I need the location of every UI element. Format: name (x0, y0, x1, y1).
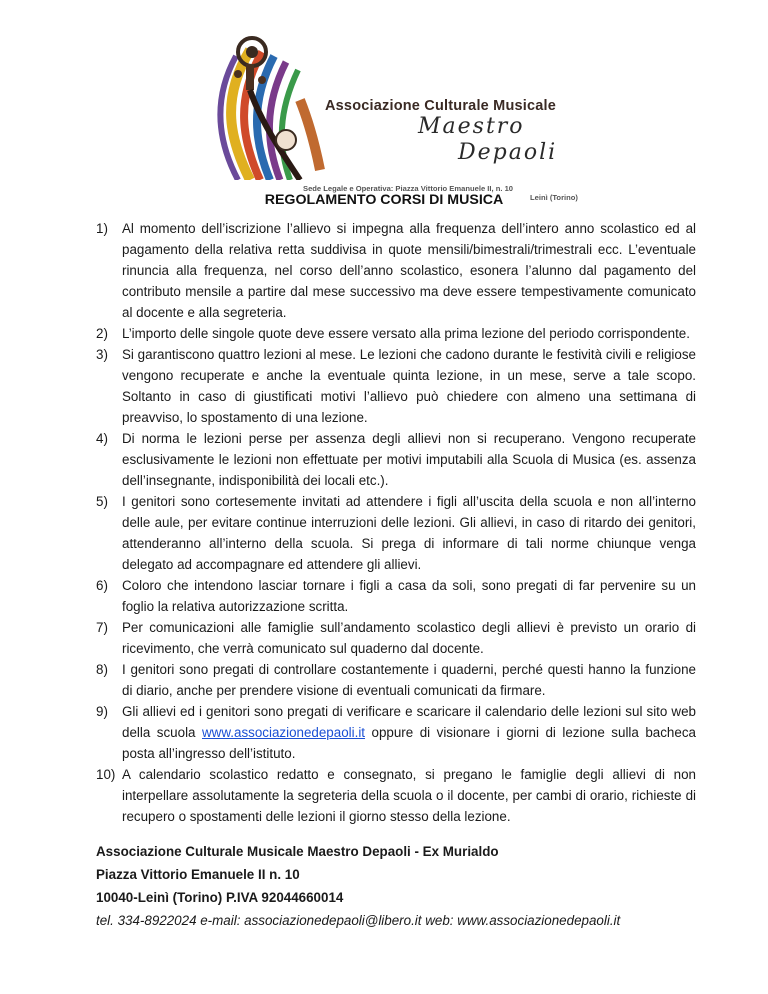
rule-text: I genitori sono pregati di controllare costantemente i quaderni, perché questi hanno la funzione di diario, anche per prendere visione di eventuali comunicati da firmare. (122, 662, 696, 698)
rule-number: 9) (96, 704, 108, 719)
rule-item (96, 659, 696, 701)
rule-text: Al momento dell’iscrizione l’allievo si impegna alla frequenza dell’intero anno scolastico ed al pagamento della relativa retta suddivisa in quote mensili/bimestrali/trimestrali ecc. L’eventuale rinuncia alla frequenza, nel corso dell’anno scolastico, esonera l’alunno dal pagamento del contributo mensile a partire dal mese successivo ma deve essere tempestivamente comunicato al docente e alla segreteria. (122, 221, 696, 320)
rule-text: Coloro che intendono lasciar tornare i figli a casa da soli, sono pregati di far pervenire su un foglio la relativa autorizzazione scritta. (122, 578, 696, 614)
seat-city: Leinì (Torino) (530, 193, 578, 202)
rule-item (96, 344, 696, 428)
footer-city-vat: 10040-Leinì (Torino) P.IVA 92044660014 (96, 890, 344, 905)
rule-item (96, 323, 696, 344)
rule-text: L’importo delle singole quote deve essere versato alla prima lezione del periodo corrispondente. (122, 326, 690, 341)
rule-number: 10) (96, 767, 116, 782)
rule-item (96, 617, 696, 659)
rule-number: 7) (96, 620, 108, 635)
footer-address: Piazza Vittorio Emanuele II n. 10 (96, 867, 300, 882)
footer-contact: tel. 334-8922024 e-mail: associazionedepaoli@libero.it web: www.associazionedepaoli.it (96, 913, 621, 928)
rule-item (96, 218, 696, 323)
org-name: Associazione Culturale Musicale (325, 98, 557, 114)
rule-number: 8) (96, 662, 108, 677)
rule-number: 6) (96, 578, 108, 593)
footer (96, 840, 716, 932)
brand-name-line1: Maestro (418, 114, 525, 139)
rule-item (96, 764, 696, 827)
rule-item (96, 428, 696, 491)
document-title: REGOLAMENTO CORSI DI MUSICA (264, 192, 504, 208)
rule-text: I genitori sono cortesemente invitati ad attendere i figli all’uscita della scuola e non all’interno delle aule, per evitare continue interruzioni delle lezioni. Gli allievi, in caso di ritardo dei genitori, attenderanno all’interno della scuola. Si prega di informare di tali norme chiunque venga delegato ad accompagnare ed attendere gli allievi. (122, 494, 696, 572)
rule-item (96, 575, 696, 617)
rule-text: Si garantiscono quattro lezioni al mese. Le lezioni che cadono durante le festività civili e religiose vengono recuperate e anche la eventuale quinta lezione, in un mese, serve a tale scopo. Soltanto in caso di giustificati motivi l’allievo può chiedere con almeno una settimana di preavviso, lo spostamento di una lezione. (122, 347, 696, 425)
rule-text: Di norma le lezioni perse per assenza degli allievi non si recuperano. Vengono recuperate esclusivamente le lezioni non effettuate per motivi imputabili alla Scuola di Musica (es. assenza dell’insegnante, indisponibilità dei locali etc.). (122, 431, 696, 488)
brand-name-line2: Depaoli (458, 140, 558, 165)
rule-text-before-link: Gli allievi ed i genitori sono pregati di verificare e scaricare il calendario delle lezioni sul sito web della scuola (122, 704, 696, 740)
footer-org: Associazione Culturale Musicale Maestro Depaoli - Ex Murialdo (96, 844, 499, 859)
rules-list (96, 218, 696, 827)
rule-item (96, 491, 696, 575)
rule-number: 3) (96, 347, 108, 362)
rule-number: 1) (96, 221, 108, 236)
musical-instrument-logo-icon (190, 30, 330, 180)
rule-number: 5) (96, 494, 108, 509)
rule-number: 4) (96, 431, 108, 446)
rule-text-after-link: oppure di visionare i giorni di lezione sulla bacheca posta all’ingresso dell’istituto. (122, 725, 696, 761)
rule-item (96, 701, 696, 764)
rule-number: 2) (96, 326, 108, 341)
rule-text: Per comunicazioni alle famiglie sull’andamento scolastico degli allievi è previsto un orario di ricevimento, che verrà comunicato sul quaderno dal docente. (122, 620, 696, 656)
rule-text: A calendario scolastico redatto e consegnato, si pregano le famiglie degli allievi di non interpellare assolutamente la segreteria della scuola o il docente, per cambi di orario, richieste di recupero o spostamenti delle lezioni il giorno stesso della lezione. (122, 767, 696, 824)
seat-address: Sede Legale e Operativa: Piazza Vittorio Emanuele II, n. 10 (303, 184, 514, 193)
website-link[interactable]: www.associazionedepaoli.it (202, 725, 366, 740)
